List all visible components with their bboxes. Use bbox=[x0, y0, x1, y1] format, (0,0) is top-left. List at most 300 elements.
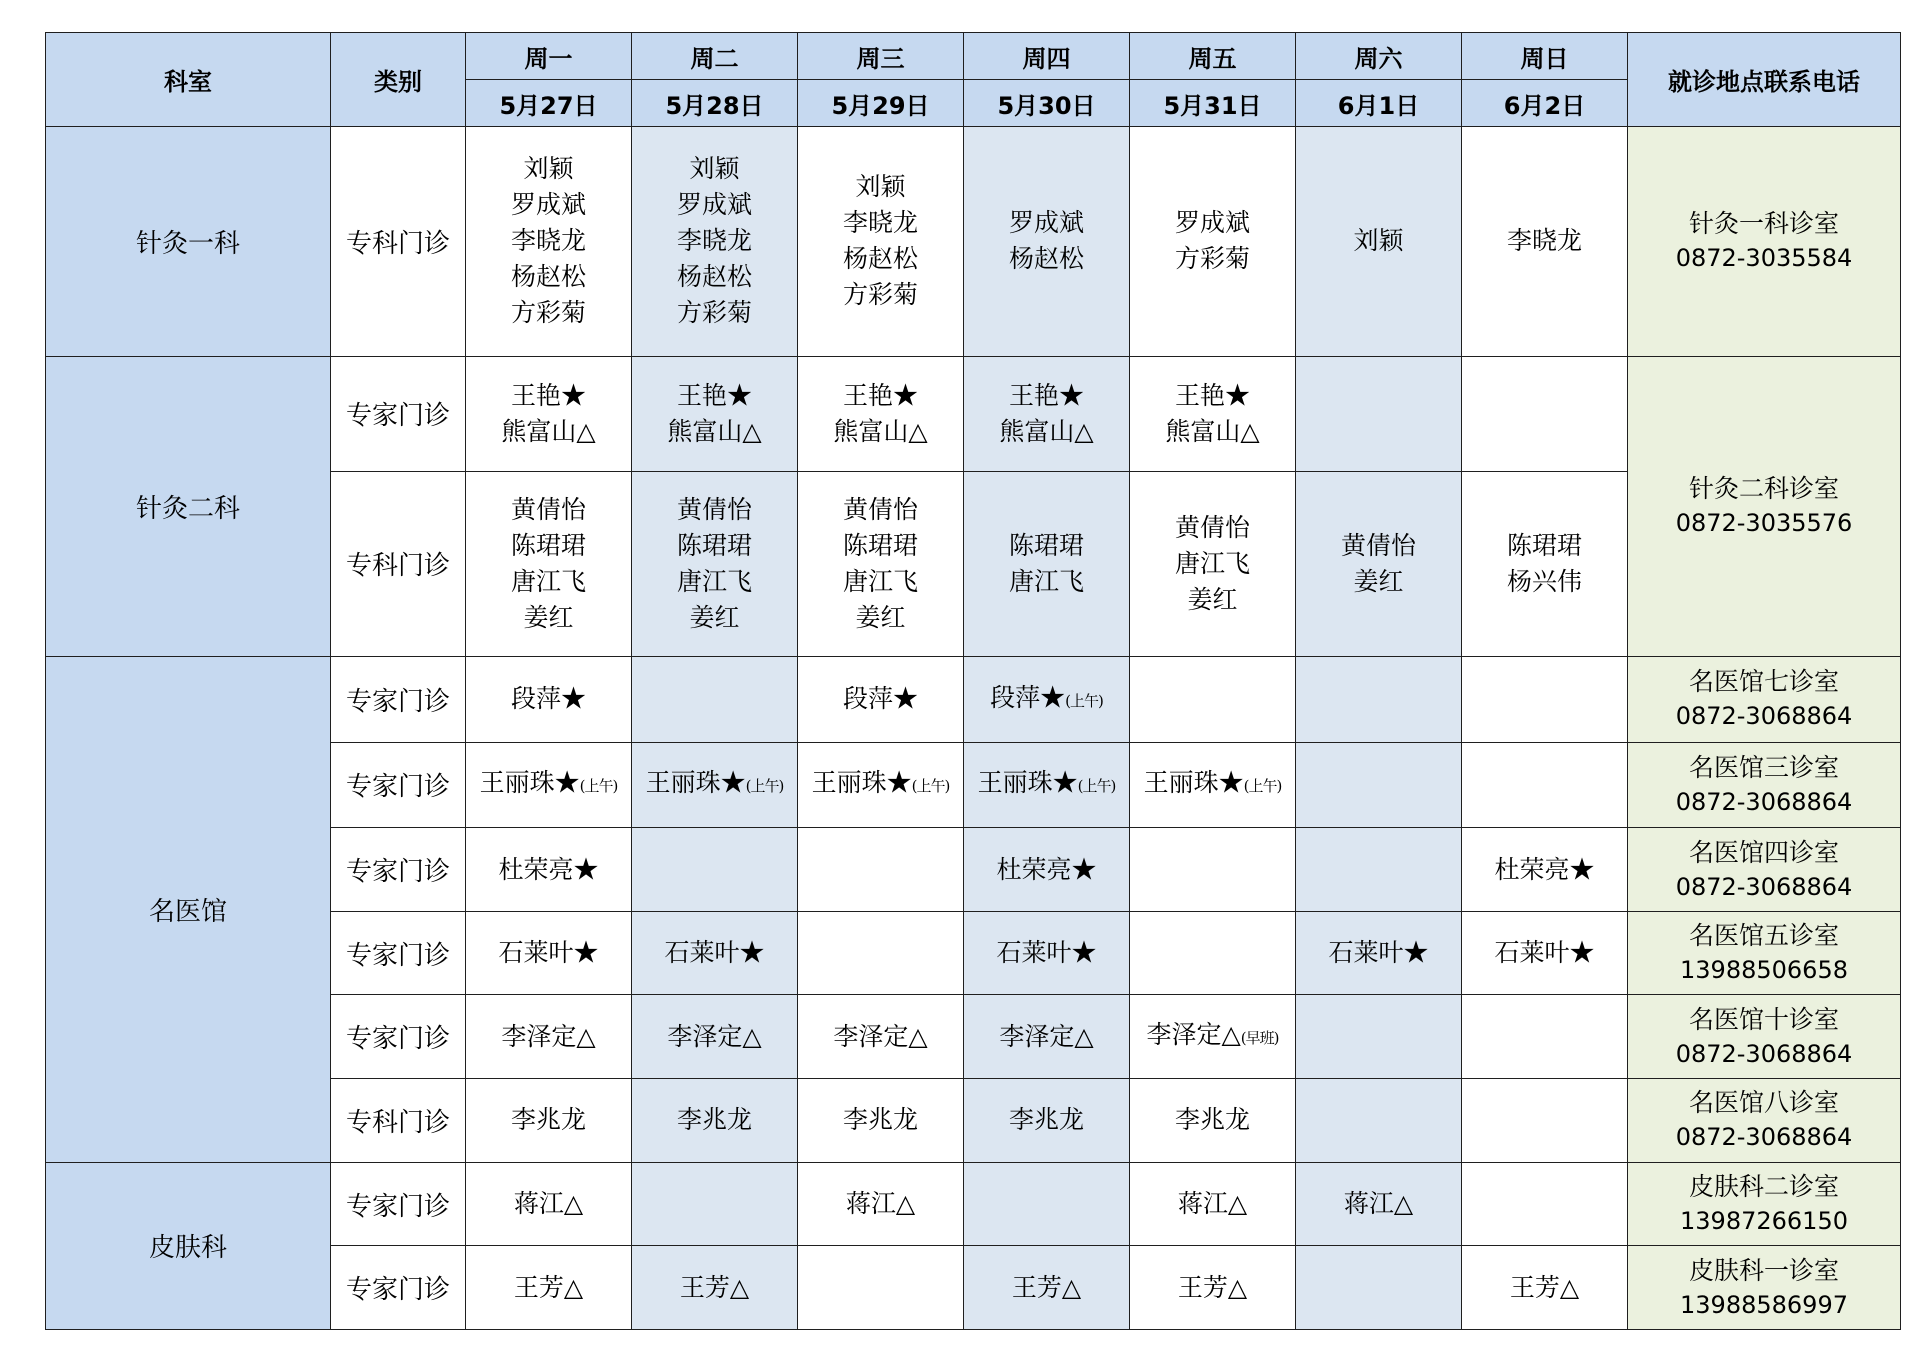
doctor-name: 刘颖 bbox=[1353, 226, 1404, 256]
schedule-cell bbox=[1462, 828, 1628, 912]
phone-number: 0872-3068864 bbox=[1675, 787, 1853, 816]
doctor-name: 方彩菊 bbox=[510, 298, 586, 328]
doctor-entry bbox=[1130, 1017, 1295, 1056]
clinic-category: 专家门诊 bbox=[331, 828, 466, 912]
doctor-name: 陈珺珺 bbox=[676, 530, 752, 560]
doctor-name: 罗成斌 bbox=[510, 190, 586, 220]
header-weekday: 周一 bbox=[466, 33, 632, 80]
doctor-entry bbox=[798, 277, 963, 313]
schedule-cell bbox=[466, 1246, 632, 1330]
header-dept: 科室 bbox=[46, 33, 331, 127]
doctor-entry bbox=[1130, 378, 1295, 414]
doctor-entry bbox=[964, 205, 1129, 241]
schedule-cell bbox=[632, 1162, 798, 1246]
header-weekday: 周四 bbox=[964, 33, 1130, 80]
doctor-name: 熊富山△ bbox=[833, 416, 928, 446]
doctor-entry bbox=[798, 600, 963, 636]
doctor-entry bbox=[964, 241, 1129, 277]
doctor-entry bbox=[1296, 223, 1461, 259]
doctor-entry bbox=[632, 414, 797, 450]
doctor-name: 黄倩怡 bbox=[1174, 512, 1250, 542]
doctor-entry bbox=[964, 852, 1129, 888]
schedule-cell bbox=[632, 828, 798, 912]
location-contact bbox=[1628, 742, 1901, 828]
table-row bbox=[46, 127, 1901, 357]
doctor-entry bbox=[1462, 935, 1627, 971]
location-contact bbox=[1628, 911, 1901, 995]
doctor-entry bbox=[632, 935, 797, 971]
doctor-entry bbox=[466, 295, 631, 331]
schedule-cell bbox=[798, 656, 964, 742]
doctor-entry bbox=[964, 564, 1129, 600]
doctor-entry bbox=[964, 414, 1129, 450]
schedule-cell bbox=[632, 127, 798, 357]
doctor-entry bbox=[466, 852, 631, 888]
schedule-cell bbox=[964, 1246, 1130, 1330]
doctor-entry bbox=[1130, 414, 1295, 450]
phone-number: 13988506658 bbox=[1680, 956, 1848, 985]
header-weekday: 周二 bbox=[632, 33, 798, 80]
phone-number: 0872-3068864 bbox=[1675, 872, 1853, 901]
doctor-name: 杨赵松 bbox=[1008, 244, 1084, 274]
doctor-entry bbox=[1296, 528, 1461, 564]
schedule-cell bbox=[964, 1079, 1130, 1163]
schedule-cell bbox=[1296, 995, 1462, 1079]
location-contact bbox=[1628, 1162, 1901, 1246]
schedule-cell bbox=[1296, 1079, 1462, 1163]
schedule-cell bbox=[798, 356, 964, 471]
schedule-cell bbox=[1130, 995, 1296, 1079]
doctor-entry bbox=[1296, 1186, 1461, 1222]
doctor-entry bbox=[964, 680, 1129, 719]
doctor-name: 方彩菊 bbox=[676, 298, 752, 328]
doctor-entry bbox=[1130, 765, 1295, 804]
doctor-entry bbox=[964, 935, 1129, 971]
location-contact bbox=[1628, 1079, 1901, 1163]
doctor-name: 王丽珠★ bbox=[977, 768, 1078, 798]
schedule-cell bbox=[1296, 656, 1462, 742]
doctor-name: 刘颖 bbox=[523, 154, 574, 184]
doctor-name: 李泽定△ bbox=[1146, 1020, 1241, 1050]
schedule-cell bbox=[1130, 911, 1296, 995]
doctor-entry bbox=[964, 1102, 1129, 1138]
schedule-cell bbox=[632, 656, 798, 742]
doctor-entry bbox=[466, 528, 631, 564]
clinic-category: 专家门诊 bbox=[331, 1246, 466, 1330]
phone-number: 13987266150 bbox=[1680, 1207, 1848, 1236]
room-name: 名医馆四诊室 bbox=[1688, 837, 1839, 867]
header-weekday: 周五 bbox=[1130, 33, 1296, 80]
header-weekday: 周六 bbox=[1296, 33, 1462, 80]
doctor-name: 姜红 bbox=[1187, 584, 1238, 614]
doctor-name: 蒋江△ bbox=[1177, 1189, 1248, 1219]
header-date: 5月31日 bbox=[1130, 80, 1296, 127]
shift-note: (早班) bbox=[1240, 1029, 1279, 1048]
doctor-entry bbox=[1130, 546, 1295, 582]
doctor-entry bbox=[798, 241, 963, 277]
doctor-entry bbox=[632, 564, 797, 600]
schedule-cell bbox=[1462, 127, 1628, 357]
doctor-name: 王芳△ bbox=[679, 1272, 750, 1302]
schedule-cell bbox=[1130, 1162, 1296, 1246]
doctor-name: 段萍★ bbox=[510, 684, 586, 714]
schedule-cell bbox=[1296, 828, 1462, 912]
clinic-category: 专科门诊 bbox=[331, 1079, 466, 1163]
doctor-name: 李晓龙 bbox=[842, 208, 918, 238]
doctor-entry bbox=[632, 295, 797, 331]
department-name: 针灸一科 bbox=[46, 127, 331, 357]
doctor-name: 石莱叶★ bbox=[498, 938, 599, 968]
doctor-name: 王芳△ bbox=[1509, 1272, 1580, 1302]
doctor-entry bbox=[798, 528, 963, 564]
schedule-cell bbox=[632, 742, 798, 828]
header-date: 6月2日 bbox=[1462, 80, 1628, 127]
schedule-cell bbox=[1130, 356, 1296, 471]
schedule-cell bbox=[964, 471, 1130, 656]
table-row bbox=[46, 356, 1901, 471]
doctor-entry bbox=[798, 492, 963, 528]
doctor-name: 黄倩怡 bbox=[510, 494, 586, 524]
doctor-entry bbox=[1296, 564, 1461, 600]
doctor-entry bbox=[632, 1102, 797, 1138]
room-name: 名医馆十诊室 bbox=[1688, 1004, 1839, 1034]
doctor-name: 王艳★ bbox=[676, 380, 752, 410]
header-date: 5月27日 bbox=[466, 80, 632, 127]
doctor-name: 王艳★ bbox=[842, 380, 918, 410]
doctor-name: 石莱叶★ bbox=[1328, 938, 1429, 968]
doctor-name: 李晓龙 bbox=[676, 226, 752, 256]
doctor-name: 杨兴伟 bbox=[1506, 566, 1582, 596]
doctor-entry bbox=[632, 187, 797, 223]
doctor-entry bbox=[632, 492, 797, 528]
doctor-entry bbox=[1130, 241, 1295, 277]
schedule-cell bbox=[1462, 1162, 1628, 1246]
doctor-name: 王艳★ bbox=[1174, 380, 1250, 410]
phone-number: 0872-3068864 bbox=[1675, 1039, 1853, 1068]
schedule-cell bbox=[964, 356, 1130, 471]
doctor-name: 陈珺珺 bbox=[510, 530, 586, 560]
doctor-entry bbox=[798, 564, 963, 600]
doctor-name: 熊富山△ bbox=[501, 416, 596, 446]
shift-note: (上午) bbox=[1243, 777, 1282, 796]
doctor-name: 李泽定△ bbox=[667, 1021, 762, 1051]
shift-note: (上午) bbox=[579, 777, 618, 796]
schedule-cell bbox=[466, 995, 632, 1079]
header-location: 就诊地点联系电话 bbox=[1628, 33, 1901, 127]
doctor-name: 李兆龙 bbox=[842, 1105, 918, 1135]
doctor-name: 杨赵松 bbox=[676, 262, 752, 292]
doctor-entry bbox=[632, 1019, 797, 1055]
doctor-name: 王艳★ bbox=[1008, 380, 1084, 410]
phone-number: 0872-3035576 bbox=[1675, 509, 1853, 538]
shift-note: (上午) bbox=[1065, 691, 1103, 710]
doctor-name: 罗成斌 bbox=[676, 190, 752, 220]
room-name: 名医馆八诊室 bbox=[1688, 1088, 1839, 1118]
doctor-entry bbox=[466, 935, 631, 971]
doctor-entry bbox=[964, 765, 1129, 804]
doctor-name: 刘颖 bbox=[689, 154, 740, 184]
doctor-entry bbox=[632, 151, 797, 187]
schedule-table bbox=[45, 32, 1901, 1330]
doctor-name: 段萍★ bbox=[842, 684, 918, 714]
doctor-entry bbox=[632, 765, 797, 804]
phone-number: 0872-3068864 bbox=[1675, 702, 1853, 731]
clinic-category: 专家门诊 bbox=[331, 656, 466, 742]
schedule-cell bbox=[632, 1246, 798, 1330]
schedule-cell bbox=[1130, 1079, 1296, 1163]
doctor-name: 蒋江△ bbox=[845, 1189, 916, 1219]
doctor-name: 李泽定△ bbox=[999, 1021, 1094, 1051]
doctor-name: 石莱叶★ bbox=[664, 938, 765, 968]
doctor-name: 罗成斌 bbox=[1174, 208, 1250, 238]
doctor-name: 方彩菊 bbox=[842, 280, 918, 310]
table-row bbox=[46, 1162, 1901, 1246]
doctor-entry bbox=[466, 765, 631, 804]
location-contact bbox=[1628, 656, 1901, 742]
doctor-name: 李兆龙 bbox=[1008, 1105, 1084, 1135]
doctor-entry bbox=[466, 600, 631, 636]
schedule-cell bbox=[1296, 471, 1462, 656]
schedule-cell bbox=[798, 471, 964, 656]
shift-note: (上午) bbox=[1077, 777, 1116, 796]
location-contact bbox=[1628, 828, 1901, 912]
doctor-name: 王艳★ bbox=[510, 380, 586, 410]
schedule-cell bbox=[1130, 656, 1296, 742]
schedule-cell bbox=[1296, 356, 1462, 471]
schedule-cell bbox=[1462, 356, 1628, 471]
schedule-cell bbox=[964, 742, 1130, 828]
doctor-name: 黄倩怡 bbox=[676, 494, 752, 524]
doctor-entry bbox=[1462, 1270, 1627, 1306]
doctor-entry bbox=[1462, 223, 1627, 259]
doctor-name: 陈珺珺 bbox=[1506, 530, 1582, 560]
doctor-name: 唐江飞 bbox=[676, 566, 752, 596]
room-name: 名医馆五诊室 bbox=[1688, 921, 1839, 951]
header-weekday: 周三 bbox=[798, 33, 964, 80]
doctor-entry bbox=[798, 765, 963, 804]
doctor-name: 杜荣亮★ bbox=[1494, 854, 1595, 884]
doctor-entry bbox=[632, 1270, 797, 1306]
header-category: 类别 bbox=[331, 33, 466, 127]
schedule-cell bbox=[1462, 995, 1628, 1079]
department-name: 皮肤科 bbox=[46, 1162, 331, 1329]
doctor-entry bbox=[964, 528, 1129, 564]
doctor-name: 姜红 bbox=[523, 602, 574, 632]
schedule-cell bbox=[964, 911, 1130, 995]
header-date: 5月28日 bbox=[632, 80, 798, 127]
doctor-name: 熊富山△ bbox=[667, 416, 762, 446]
doctor-name: 姜红 bbox=[855, 602, 906, 632]
doctor-name: 姜红 bbox=[1353, 566, 1404, 596]
schedule-cell bbox=[466, 471, 632, 656]
header-weekday: 周日 bbox=[1462, 33, 1628, 80]
doctor-name: 熊富山△ bbox=[999, 416, 1094, 446]
schedule-cell bbox=[1296, 1162, 1462, 1246]
doctor-entry bbox=[1130, 205, 1295, 241]
shift-note: (上午) bbox=[911, 777, 950, 796]
doctor-name: 石莱叶★ bbox=[1494, 938, 1595, 968]
clinic-category: 专家门诊 bbox=[331, 911, 466, 995]
schedule-cell bbox=[1296, 742, 1462, 828]
schedule-cell bbox=[1296, 911, 1462, 995]
doctor-entry bbox=[632, 223, 797, 259]
doctor-name: 蒋江△ bbox=[1343, 1189, 1414, 1219]
schedule-cell bbox=[1462, 1079, 1628, 1163]
doctor-entry bbox=[466, 1019, 631, 1055]
department-name: 名医馆 bbox=[46, 656, 331, 1162]
schedule-cell bbox=[1296, 127, 1462, 357]
doctor-name: 唐江飞 bbox=[510, 566, 586, 596]
schedule-cell bbox=[466, 742, 632, 828]
clinic-category: 专家门诊 bbox=[331, 995, 466, 1079]
table-row bbox=[46, 656, 1901, 742]
doctor-name: 王芳△ bbox=[513, 1272, 584, 1302]
doctor-entry bbox=[1130, 1270, 1295, 1306]
schedule-cell bbox=[1130, 828, 1296, 912]
schedule-cell bbox=[798, 1162, 964, 1246]
schedule-cell bbox=[466, 911, 632, 995]
schedule-cell bbox=[798, 911, 964, 995]
schedule-cell bbox=[1462, 742, 1628, 828]
doctor-name: 李兆龙 bbox=[676, 1105, 752, 1135]
schedule-body bbox=[46, 127, 1901, 1330]
doctor-name: 段萍★ bbox=[990, 682, 1066, 712]
doctor-name: 李泽定△ bbox=[833, 1021, 928, 1051]
doctor-name: 王丽珠★ bbox=[645, 768, 746, 798]
doctor-name: 王丽珠★ bbox=[811, 768, 912, 798]
schedule-cell bbox=[1462, 911, 1628, 995]
doctor-name: 陈珺珺 bbox=[842, 530, 918, 560]
department-name: 针灸二科 bbox=[46, 356, 331, 656]
doctor-name: 熊富山△ bbox=[1165, 416, 1260, 446]
schedule-cell bbox=[1130, 471, 1296, 656]
doctor-name: 王丽珠★ bbox=[479, 768, 580, 798]
schedule-cell bbox=[798, 995, 964, 1079]
doctor-entry bbox=[632, 259, 797, 295]
phone-number: 0872-3035584 bbox=[1675, 244, 1853, 273]
doctor-entry bbox=[1296, 935, 1461, 971]
doctor-entry bbox=[1462, 852, 1627, 888]
doctor-name: 李泽定△ bbox=[501, 1021, 596, 1051]
schedule-cell bbox=[798, 828, 964, 912]
doctor-entry bbox=[466, 564, 631, 600]
clinic-category: 专家门诊 bbox=[331, 742, 466, 828]
schedule-cell bbox=[632, 471, 798, 656]
schedule-cell bbox=[1462, 1246, 1628, 1330]
doctor-entry bbox=[964, 1270, 1129, 1306]
doctor-entry bbox=[466, 187, 631, 223]
doctor-entry bbox=[466, 259, 631, 295]
schedule-cell bbox=[798, 1246, 964, 1330]
schedule-cell bbox=[632, 911, 798, 995]
schedule-cell bbox=[466, 828, 632, 912]
doctor-name: 王丽珠★ bbox=[1143, 768, 1244, 798]
clinic-category: 专家门诊 bbox=[331, 356, 466, 471]
shift-note: (上午) bbox=[745, 777, 784, 796]
phone-number: 0872-3068864 bbox=[1675, 1123, 1853, 1152]
doctor-entry bbox=[798, 1186, 963, 1222]
doctor-entry bbox=[798, 169, 963, 205]
doctor-name: 黄倩怡 bbox=[1340, 530, 1416, 560]
schedule-cell bbox=[964, 1162, 1130, 1246]
room-name: 名医馆三诊室 bbox=[1688, 752, 1839, 782]
schedule-cell bbox=[798, 127, 964, 357]
schedule-cell bbox=[466, 127, 632, 357]
schedule-cell bbox=[1296, 1246, 1462, 1330]
location-contact bbox=[1628, 995, 1901, 1079]
schedule-cell bbox=[466, 1079, 632, 1163]
doctor-entry bbox=[466, 223, 631, 259]
doctor-name: 唐江飞 bbox=[842, 566, 918, 596]
header-date: 5月30日 bbox=[964, 80, 1130, 127]
location-contact bbox=[1628, 127, 1901, 357]
phone-number: 13988586997 bbox=[1680, 1290, 1848, 1319]
schedule-cell bbox=[798, 742, 964, 828]
doctor-entry bbox=[466, 492, 631, 528]
schedule-cell bbox=[964, 127, 1130, 357]
doctor-entry bbox=[798, 1019, 963, 1055]
doctor-name: 陈珺珺 bbox=[1008, 530, 1084, 560]
doctor-entry bbox=[1130, 510, 1295, 546]
doctor-name: 王芳△ bbox=[1177, 1272, 1248, 1302]
doctor-entry bbox=[798, 205, 963, 241]
doctor-entry bbox=[632, 600, 797, 636]
doctor-entry bbox=[798, 414, 963, 450]
doctor-entry bbox=[466, 414, 631, 450]
doctor-entry bbox=[798, 681, 963, 717]
doctor-name: 杨赵松 bbox=[842, 244, 918, 274]
doctor-name: 刘颖 bbox=[855, 172, 906, 202]
doctor-entry bbox=[466, 378, 631, 414]
header-date: 6月1日 bbox=[1296, 80, 1462, 127]
doctor-name: 李晓龙 bbox=[1506, 226, 1582, 256]
doctor-entry bbox=[798, 378, 963, 414]
doctor-entry bbox=[964, 1019, 1129, 1055]
location-contact bbox=[1628, 356, 1901, 656]
room-name: 针灸一科诊室 bbox=[1688, 209, 1839, 239]
doctor-entry bbox=[632, 378, 797, 414]
doctor-entry bbox=[1462, 528, 1627, 564]
clinic-category: 专家门诊 bbox=[331, 1162, 466, 1246]
doctor-entry bbox=[1130, 1102, 1295, 1138]
doctor-name: 姜红 bbox=[689, 602, 740, 632]
schedule-cell bbox=[632, 356, 798, 471]
doctor-entry bbox=[632, 528, 797, 564]
doctor-name: 杜荣亮★ bbox=[498, 854, 599, 884]
location-contact bbox=[1628, 1246, 1901, 1330]
doctor-entry bbox=[466, 681, 631, 717]
schedule-cell bbox=[964, 828, 1130, 912]
doctor-entry bbox=[1130, 1186, 1295, 1222]
room-name: 皮肤科一诊室 bbox=[1688, 1255, 1839, 1285]
doctor-entry bbox=[466, 151, 631, 187]
doctor-name: 杜荣亮★ bbox=[996, 854, 1097, 884]
schedule-cell bbox=[1130, 742, 1296, 828]
doctor-name: 罗成斌 bbox=[1008, 208, 1084, 238]
schedule-cell bbox=[1130, 1246, 1296, 1330]
doctor-entry bbox=[1130, 582, 1295, 618]
doctor-name: 王芳△ bbox=[1011, 1272, 1082, 1302]
room-name: 名医馆七诊室 bbox=[1688, 667, 1839, 697]
schedule-cell bbox=[1462, 471, 1628, 656]
doctor-entry bbox=[1462, 564, 1627, 600]
header-date: 5月29日 bbox=[798, 80, 964, 127]
doctor-entry bbox=[964, 378, 1129, 414]
doctor-name: 李晓龙 bbox=[510, 226, 586, 256]
schedule-cell bbox=[964, 995, 1130, 1079]
doctor-name: 黄倩怡 bbox=[842, 494, 918, 524]
doctor-name: 唐江飞 bbox=[1174, 548, 1250, 578]
